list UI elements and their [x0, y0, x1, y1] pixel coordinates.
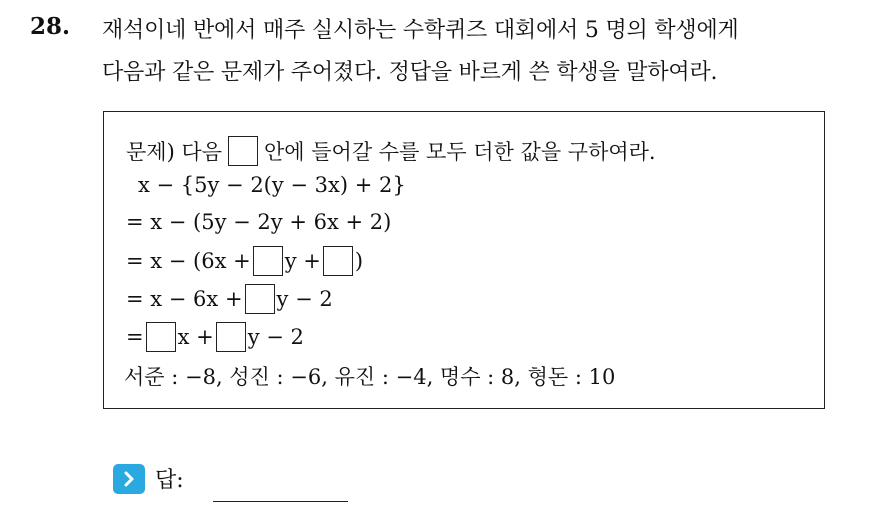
- arrow-right-icon: [113, 464, 145, 494]
- blank-box: [245, 284, 275, 314]
- question-text-line-1: 재석이네 반에서 매주 실시하는 수학퀴즈 대회에서 5 명의 학생에게: [102, 18, 739, 43]
- problem-box: [103, 111, 825, 409]
- blank-box: [146, 322, 176, 352]
- step-3-part-c: ): [354, 249, 364, 273]
- step-5-part-b: x +: [177, 325, 214, 349]
- step-5: [126, 322, 304, 352]
- answer-label: 답:: [155, 468, 184, 493]
- step-4-part-a: = x − 6x +: [126, 287, 243, 311]
- question-number: 28.: [30, 13, 71, 40]
- step-3-part-a: = x − (6x +: [126, 249, 251, 273]
- student-answers: [124, 361, 615, 391]
- blank-box: [253, 246, 283, 276]
- step-4: [126, 284, 333, 314]
- step-3-part-b: y +: [284, 249, 321, 273]
- answer-row: [113, 463, 184, 494]
- step-5-part-a: =: [126, 325, 144, 349]
- student-answers-text: 서준 : −8, 성진 : −6, 유진 : −4, 명수 : 8, 형돈 : 10: [124, 365, 616, 389]
- answer-input-line[interactable]: [213, 501, 348, 502]
- step-5-part-c: y − 2: [247, 325, 304, 349]
- step-4-part-b: y − 2: [276, 287, 333, 311]
- step-1-text: x − {5y − 2(y − 3x) + 2}: [138, 173, 406, 197]
- step-3: [126, 246, 363, 276]
- blank-box: [323, 246, 353, 276]
- problem-prompt: [126, 136, 656, 166]
- prompt-after: 안에 들어갈 수를 모두 더한 값을 구하여라.: [264, 140, 656, 164]
- question-text-line-2: 다음과 같은 문제가 주어졌다. 정답을 바르게 쓴 학생을 말하여라.: [102, 60, 718, 85]
- blank-box: [216, 322, 246, 352]
- step-2-text: = x − (5y − 2y + 6x + 2): [126, 210, 392, 234]
- blank-box: [228, 136, 258, 166]
- step-2: [126, 210, 391, 234]
- prompt-before: 문제) 다음: [126, 140, 223, 164]
- step-1: [138, 173, 406, 197]
